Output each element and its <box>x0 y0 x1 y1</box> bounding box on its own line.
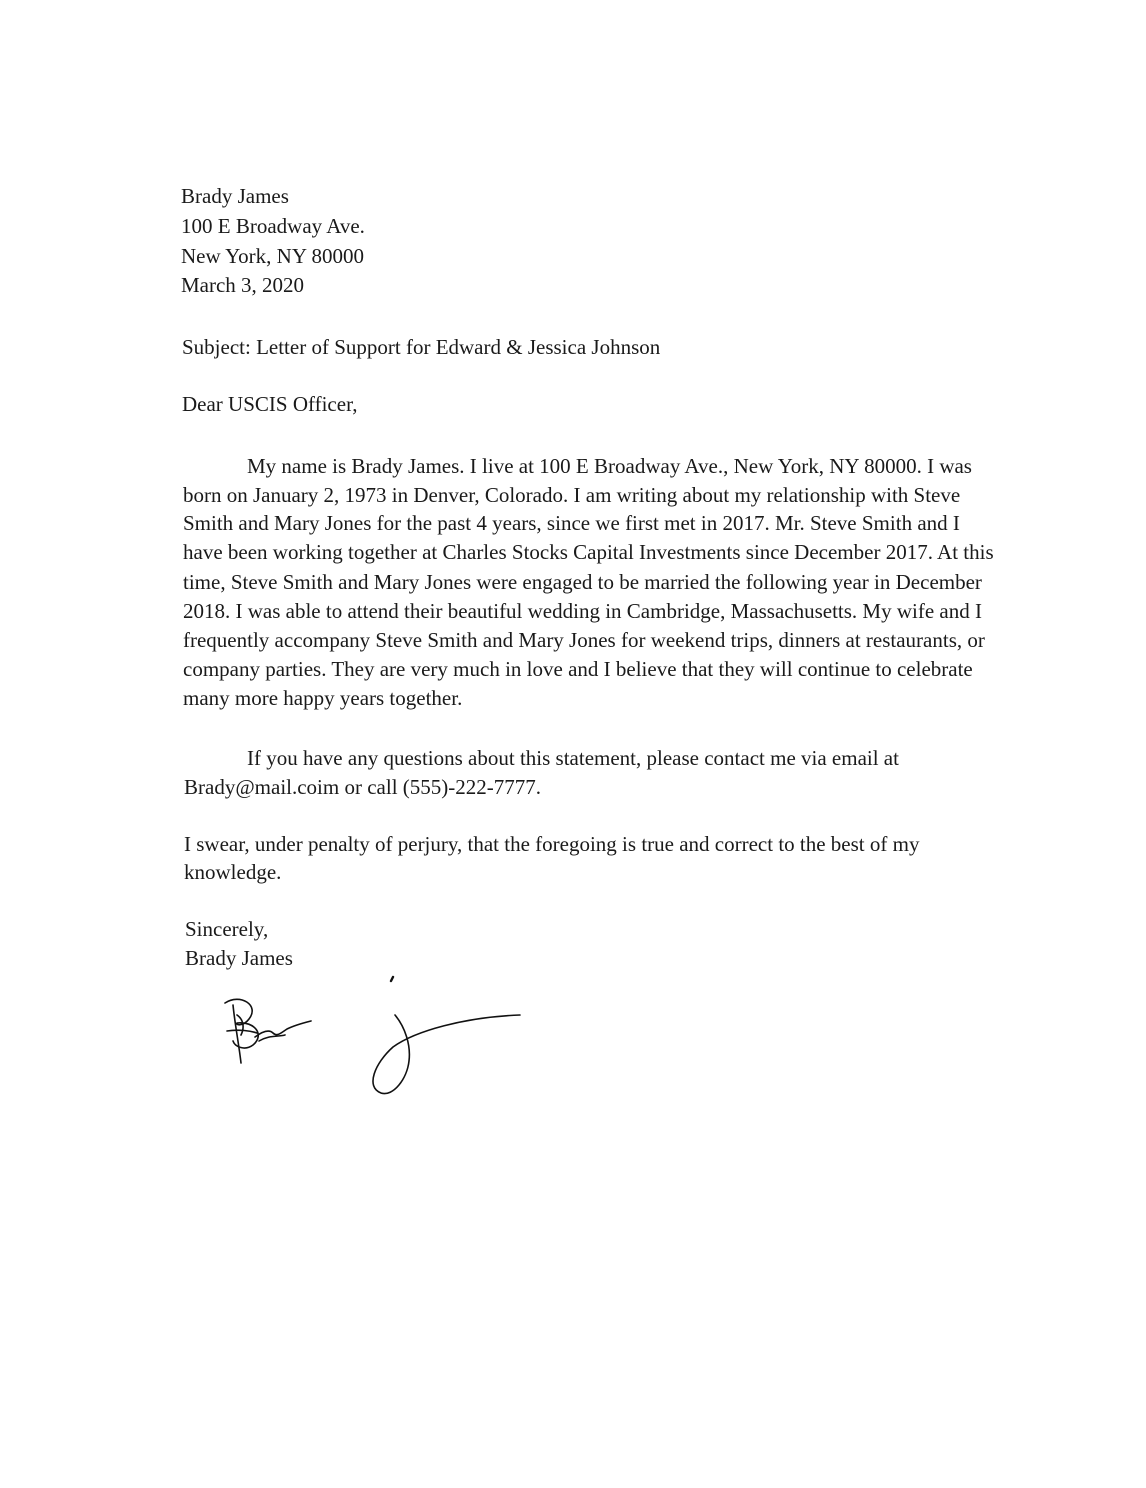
sender-city: New York, NY 80000 <box>181 244 364 268</box>
letter-date: March 3, 2020 <box>181 273 305 297</box>
body-line: born on January 2, 1973 in Denver, Colorado. I am writing about my relationship with Steve <box>183 483 961 507</box>
body-line: My name is Brady James. I live at 100 E Broadway Ave., New York, NY 80000. I was <box>247 454 972 478</box>
subject-line: Subject: Letter of Support for Edward & Jessica Johnson <box>182 335 661 359</box>
contact-line: Brady@mail.coim or call (555)-222-7777. <box>184 775 541 799</box>
sender-street: 100 E Broadway Ave. <box>181 214 365 238</box>
body-line: I swear, under penalty of perjury, that the foregoing is true and correct to the best of my <box>184 832 920 856</box>
sender-name: Brady James <box>181 184 289 208</box>
signer-name: Brady James <box>185 946 293 970</box>
valediction: Sincerely, <box>185 917 269 941</box>
body-line: 2018. I was able to attend their beautiful wedding in Cambridge, Massachusetts. My wife and I <box>183 599 982 623</box>
handwritten-signature-icon <box>215 975 535 1105</box>
body-line: Smith and Mary Jones for the past 4 years, since we first met in 2017. Mr. Steve Smith and I <box>183 511 960 535</box>
body-line: time, Steve Smith and Mary Jones were engaged to be married the following year in December <box>183 570 982 594</box>
body-line: knowledge. <box>184 860 282 884</box>
body-line: company parties. They are very much in love and I believe that they will continue to celebrate <box>183 657 973 681</box>
body-line: have been working together at Charles Stocks Capital Investments since December 2017. At this <box>183 540 994 564</box>
body-line: If you have any questions about this statement, please contact me via email at <box>247 746 899 770</box>
body-line: frequently accompany Steve Smith and Mary Jones for weekend trips, dinners at restaurants, or <box>183 628 985 652</box>
body-line: many more happy years together. <box>183 686 463 710</box>
salutation: Dear USCIS Officer, <box>182 392 358 416</box>
